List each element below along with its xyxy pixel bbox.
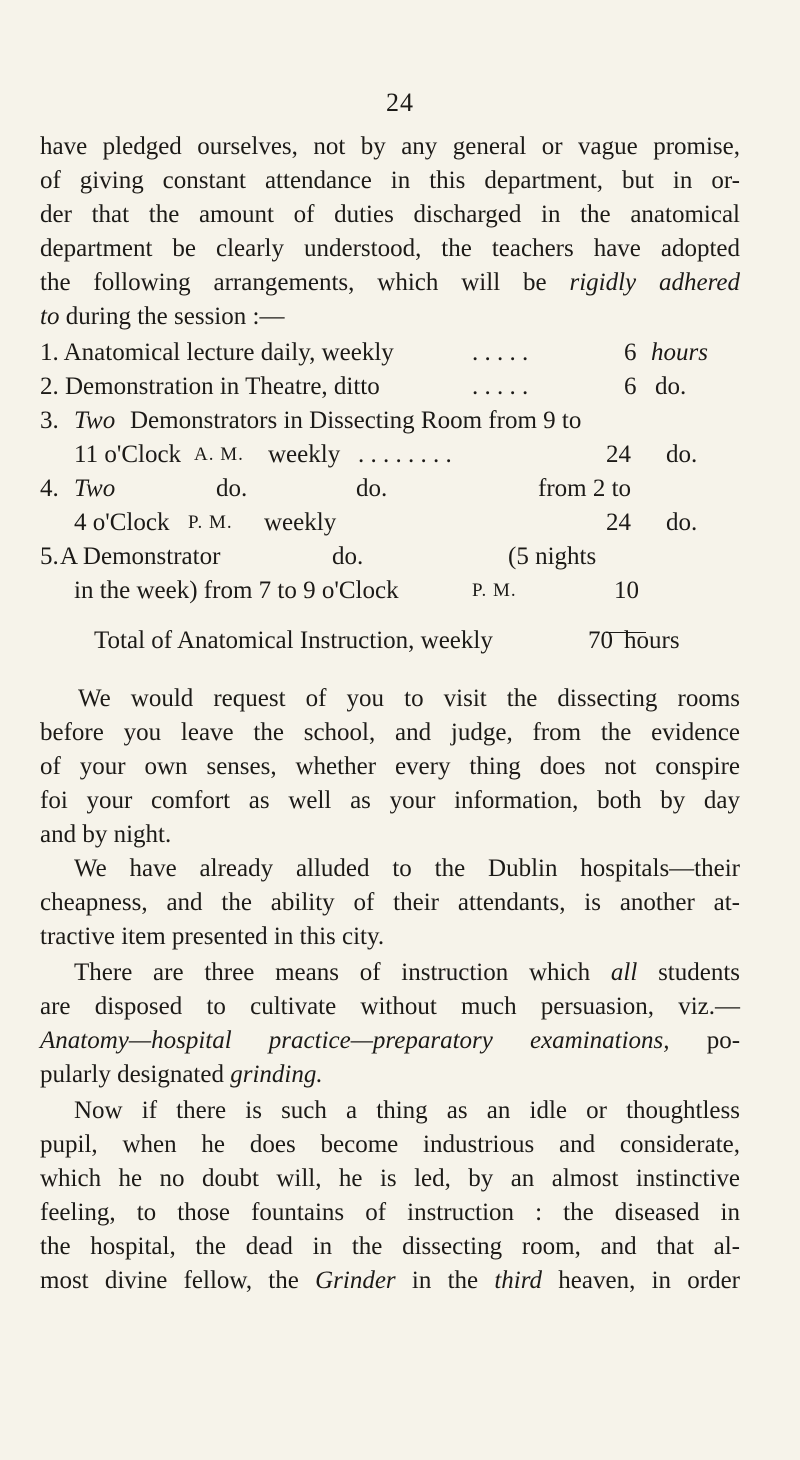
text-fragment: po-	[706, 1027, 741, 1054]
leader-dots: . . . . .	[472, 339, 529, 366]
time-marker: P. M.	[472, 580, 517, 601]
text-fragment: students	[658, 959, 741, 986]
text-line: tractive item presented in this city.	[40, 923, 385, 950]
text-line: which he no doubt will, he is led, by an almost instinctive	[40, 1165, 740, 1192]
text-line: are disposed to cultivate without much persuasion, viz.—	[40, 993, 740, 1020]
emphasis: to	[40, 303, 60, 330]
text-line: We would request of you to visit the dissecting rooms	[78, 685, 740, 712]
schedule-label: do.	[216, 475, 248, 502]
schedule-label: 4 o'Clock	[74, 509, 170, 536]
text-line: der that the amount of duties discharged in the anatomical	[40, 201, 740, 228]
schedule-number: 4.	[40, 475, 59, 502]
schedule-value: 6	[624, 339, 637, 366]
text-line	[40, 266, 740, 300]
leader-dots: . . . . .	[472, 373, 529, 400]
schedule-label: do.	[332, 543, 364, 570]
schedule-row	[40, 370, 740, 404]
total-row	[40, 624, 740, 658]
text-line: before you leave the school, and judge, from the evidence	[40, 719, 740, 746]
text-line: department be clearly understood, the teachers have adopted	[40, 235, 740, 262]
text-line	[40, 1264, 740, 1298]
schedule-label: 2. Demonstration in Theatre, ditto	[40, 373, 380, 400]
schedule-unit: do.	[666, 509, 698, 536]
schedule-number: 5.	[40, 543, 59, 570]
paragraph	[40, 956, 740, 1092]
paragraph	[40, 1094, 740, 1298]
schedule-label: 11 o'Clock	[74, 441, 182, 468]
schedule-unit: hours	[651, 339, 708, 366]
schedule-unit: do.	[666, 441, 698, 468]
schedule-row	[40, 472, 740, 506]
schedule-label: weekly	[268, 441, 341, 468]
schedule-value: 10	[614, 577, 639, 604]
text-fragment: pularly designated	[40, 1061, 224, 1088]
schedule-row	[40, 506, 740, 540]
schedule-label: in the week) from 7 to 9 o'Clock	[74, 577, 399, 604]
leader-dots: . . . . . . . .	[358, 441, 452, 468]
emphasis: all	[610, 959, 638, 986]
schedule-row	[40, 438, 740, 472]
time-marker: P. M.	[188, 512, 233, 533]
paragraph	[40, 852, 740, 954]
text-line: pupil, when he does become industrious and considerate,	[40, 1131, 740, 1158]
emphasis: grinding.	[230, 1061, 323, 1088]
text-fragment: during the session :—	[65, 303, 285, 330]
schedule-emphasis: Two	[74, 407, 116, 434]
total-label: Total of Anatomical Instruction, weekly	[94, 627, 493, 654]
schedule-row	[40, 574, 740, 608]
text-line	[40, 1058, 740, 1092]
total-value: 70	[588, 627, 613, 654]
text-line: of giving constant attendance in this department, but in or-	[40, 167, 740, 194]
page-number: 24	[386, 88, 414, 117]
schedule-label: A Demonstrator	[60, 543, 221, 570]
intro-paragraph	[40, 130, 740, 334]
schedule-row	[40, 540, 740, 574]
paragraph	[40, 682, 740, 852]
schedule-label: (5 nights	[508, 543, 597, 570]
schedule-value: 6	[624, 373, 637, 400]
text-line: and by night.	[40, 821, 172, 848]
text-line: foi your comfort as well as your information, both by day	[40, 787, 740, 814]
emphasis: rigidly adhered	[569, 269, 741, 296]
text-line: cheapness, and the ability of their attendants, is another at-	[40, 889, 740, 916]
text-fragment: There are three means of instruction which	[74, 959, 591, 986]
schedule-label: Demonstrators in Dissecting Room from 9 to	[130, 407, 582, 434]
schedule-value: 24	[606, 509, 631, 536]
schedule-emphasis: Two	[74, 475, 116, 502]
text-line: of your own senses, whether every thing does not conspire	[40, 753, 740, 780]
schedule-row	[40, 336, 740, 370]
time-marker: A. M.	[194, 444, 244, 465]
emphasis: Anatomy—hospital practice—preparatory examinations,	[40, 1027, 670, 1054]
text-line: feeling, to those fountains of instruction : the diseased in	[40, 1199, 740, 1226]
schedule-unit: do.	[655, 373, 687, 400]
emphasis: third	[494, 1267, 543, 1294]
schedule-row	[40, 404, 740, 438]
schedule-table	[40, 336, 740, 658]
total-unit: hours	[624, 627, 680, 654]
schedule-label: 1. Anatomical lecture daily, weekly	[40, 339, 394, 366]
schedule-label: weekly	[264, 509, 337, 536]
text-line: the hospital, the dead in the dissecting room, and that al-	[40, 1233, 740, 1260]
schedule-value: 24	[606, 441, 631, 468]
text-line: have pledged ourselves, not by any general or vague promise,	[40, 133, 740, 160]
text-line	[40, 1024, 740, 1058]
emphasis: Grinder	[315, 1267, 396, 1294]
text-fragment: heaven, in order	[558, 1267, 740, 1294]
text-line	[40, 300, 740, 334]
text-fragment: in the	[411, 1267, 479, 1294]
schedule-number: 3.	[40, 407, 59, 434]
text-line: We have already alluded to the Dublin hospitals—their	[74, 855, 740, 882]
text-line	[40, 956, 740, 990]
schedule-label: from 2 to	[538, 475, 632, 502]
text-fragment: most divine fellow, the	[40, 1267, 299, 1294]
schedule-label: do.	[356, 475, 388, 502]
text-line: Now if there is such a thing as an idle or thoughtless	[74, 1097, 740, 1124]
text-fragment: the following arrangements, which will be	[40, 269, 547, 296]
